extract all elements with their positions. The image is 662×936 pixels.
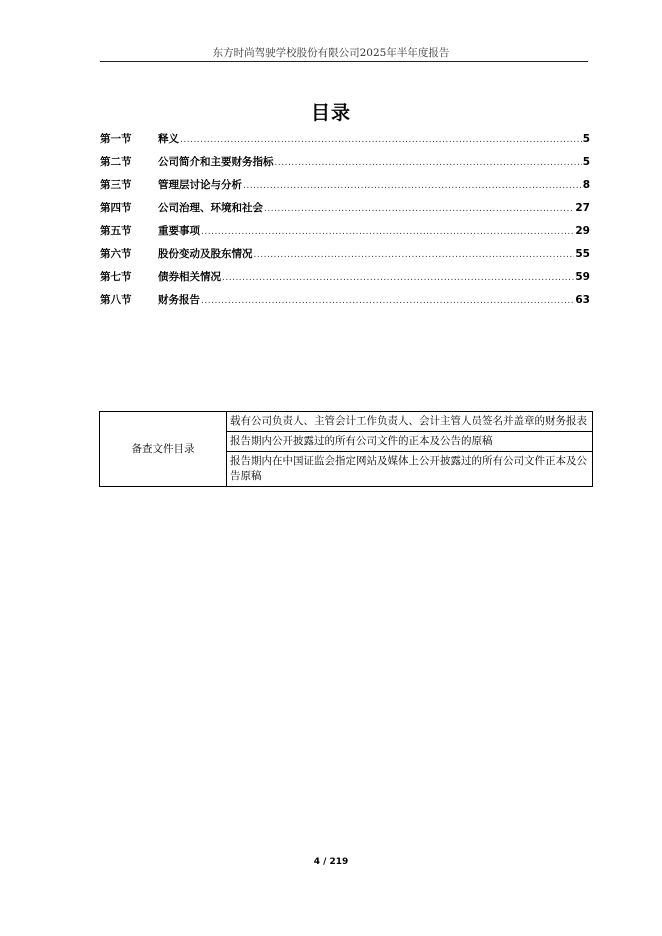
toc-page-number: 55 (575, 248, 590, 260)
toc-entry[interactable] (100, 269, 590, 292)
reference-documents-table (99, 411, 593, 487)
toc-entry[interactable] (100, 246, 590, 269)
toc-page-number: 29 (575, 225, 590, 237)
toc-entry[interactable] (100, 292, 590, 315)
toc-leader-dots (264, 204, 574, 214)
toc-entry-title: 公司简介和主要财务指标 (158, 156, 274, 168)
toc-leader-dots (180, 135, 582, 145)
toc-leader-dots (254, 250, 575, 260)
toc-entry-title: 释义 (158, 133, 179, 145)
toc-page-number: 8 (582, 179, 590, 191)
toc-section-number: 第八节 (100, 294, 132, 306)
toc-entry-title: 财务报告 (158, 294, 200, 306)
table-of-contents (100, 131, 590, 315)
toc-page-number: 27 (575, 202, 590, 214)
toc-entry[interactable] (100, 131, 590, 154)
toc-section-number: 第一节 (100, 133, 132, 145)
toc-heading: 目录 (310, 102, 351, 124)
toc-entry-title: 股份变动及股东情况 (158, 248, 253, 260)
toc-page-number: 5 (582, 133, 590, 145)
toc-page-number: 59 (575, 271, 590, 283)
toc-entry[interactable] (100, 223, 590, 246)
running-header: 东方时尚驾驶学校股份有限公司2025年半年度报告 (212, 47, 450, 59)
reference-doc-item: 报告期内公开披露过的所有公司文件的正本及公告的原稿 (227, 432, 593, 452)
toc-page-number: 5 (582, 156, 590, 168)
toc-leader-dots (243, 181, 582, 191)
toc-section-number: 第六节 (100, 248, 132, 260)
toc-section-number: 第二节 (100, 156, 132, 168)
toc-page-number: 63 (575, 294, 590, 306)
toc-leader-dots (201, 296, 574, 306)
toc-entry-title: 债券相关情况 (158, 271, 221, 283)
toc-leader-dots (201, 227, 574, 237)
toc-entry[interactable] (100, 177, 590, 200)
table-row (100, 412, 593, 432)
toc-leader-dots (222, 273, 574, 283)
reference-doc-item: 载有公司负责人、主管会计工作负责人、会计主管人员签名并盖章的财务报表 (227, 412, 593, 432)
reference-docs-label: 备查文件目录 (100, 412, 227, 487)
toc-section-number: 第七节 (100, 271, 132, 283)
toc-entry-title: 管理层讨论与分析 (158, 179, 242, 191)
reference-doc-item: 报告期内在中国证监会指定网站及媒体上公开披露过的所有公司文件正本及公告原稿 (227, 452, 593, 487)
toc-entry-title: 公司治理、环境和社会 (158, 202, 263, 214)
toc-entry[interactable] (100, 200, 590, 223)
toc-entry[interactable] (100, 154, 590, 177)
page-number: 4 / 219 (313, 857, 349, 867)
toc-section-number: 第三节 (100, 179, 132, 191)
header-rule (100, 61, 588, 62)
toc-leader-dots (275, 158, 582, 168)
toc-entry-title: 重要事项 (158, 225, 200, 237)
toc-section-number: 第五节 (100, 225, 132, 237)
toc-section-number: 第四节 (100, 202, 132, 214)
